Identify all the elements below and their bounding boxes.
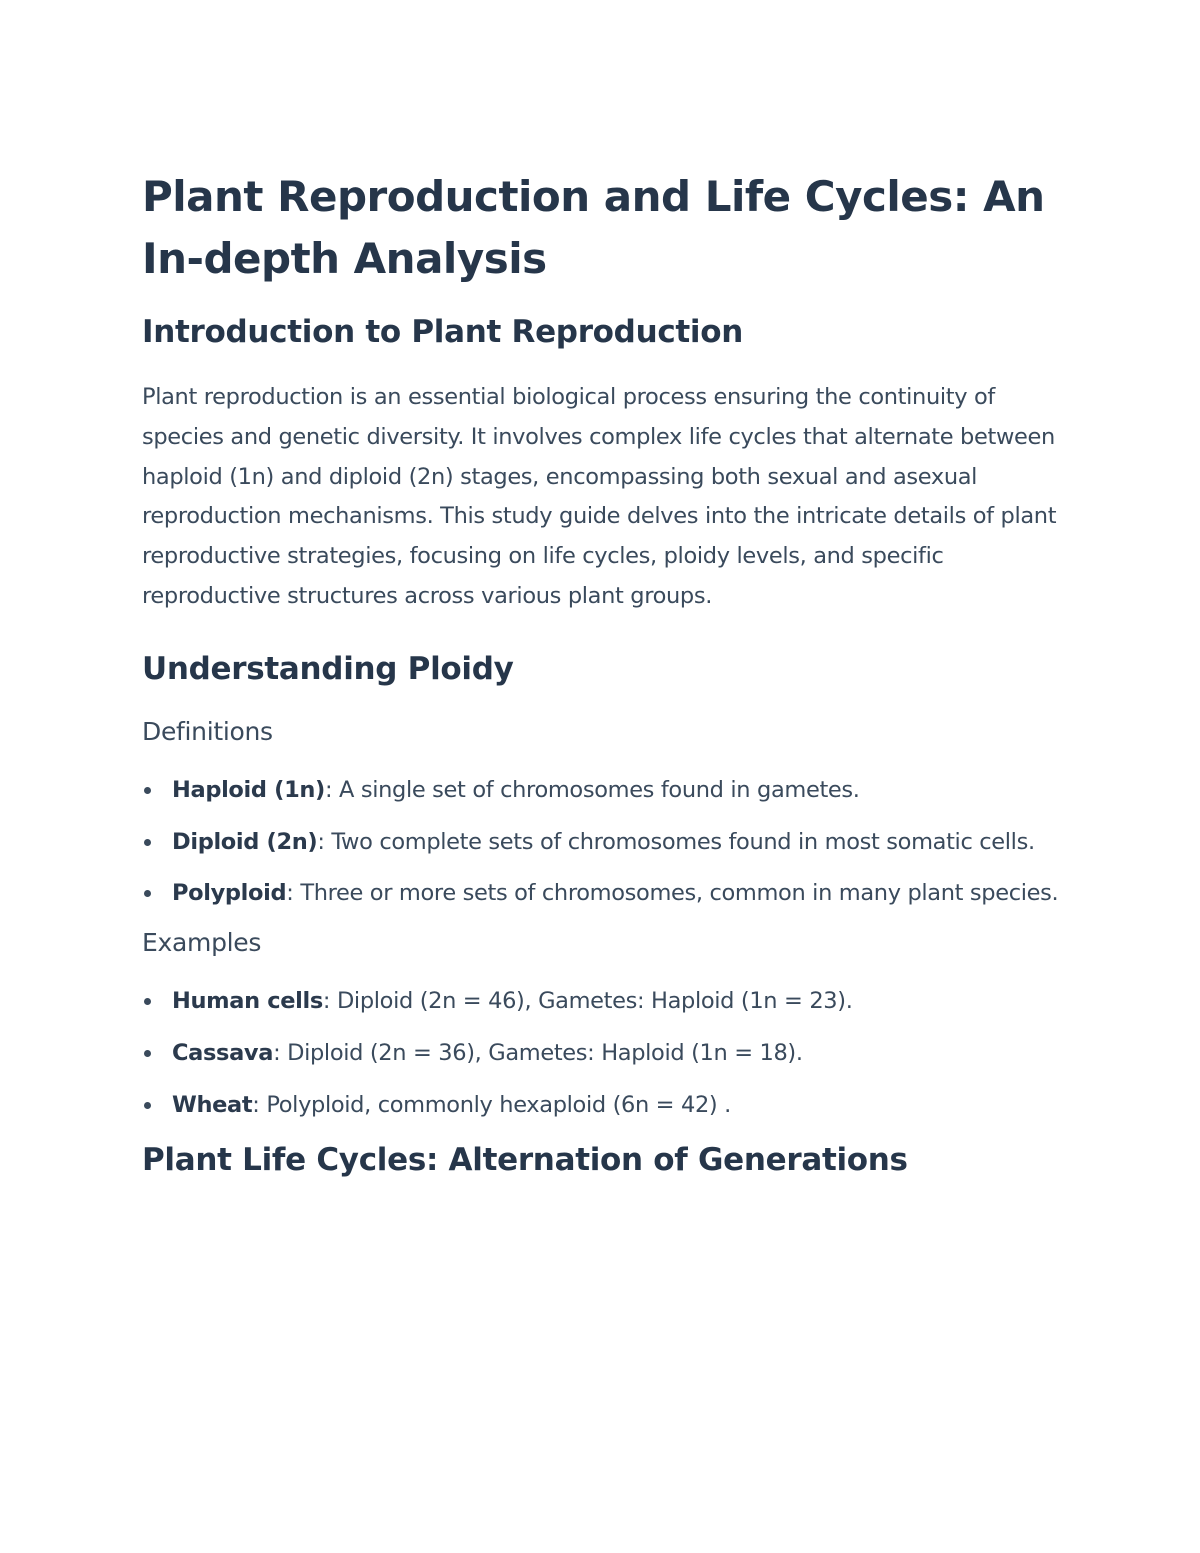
list-item-text: : Polyploid, commonly hexaploid (6n = 42) . [252, 1091, 731, 1118]
bullet-icon [144, 998, 151, 1005]
list-item [142, 771, 1062, 811]
list-item-text: : A single set of chromosomes found in gametes. [324, 776, 860, 803]
bullet-icon [144, 1050, 151, 1057]
list-item-term: Diploid (2n) [172, 828, 318, 855]
intro-paragraph: Plant reproduction is an essential biological process ensuring the continuity of species and genetic diversity. It involves complex life cycles that alternate between haploid (1n) and diploid (2n) stages, encompassing both sexual and asexual reproduction mechanisms. This study guide delves into the intricate details of plant reproductive strategies, focusing on life cycles, ploidy levels, and specific reproductive structures across various plant groups. [142, 384, 1057, 609]
examples-list [142, 982, 1062, 1125]
subheading-definitions: Definitions [142, 716, 273, 746]
list-item-term: Wheat [172, 1091, 253, 1118]
list-item-text: : Diploid (2n = 36), Gametes: Haploid (1n = 18). [273, 1039, 803, 1066]
section-heading-life-cycles: Plant Life Cycles: Alternation of Generations [142, 1141, 908, 1178]
bullet-icon [144, 839, 151, 846]
list-item [142, 1034, 1062, 1074]
list-item [142, 874, 1062, 914]
bullet-icon [144, 890, 151, 897]
list-item [142, 982, 1062, 1022]
list-item [142, 823, 1062, 863]
bullet-icon [144, 1102, 151, 1109]
subheading-examples: Examples [142, 928, 262, 958]
document-page [142, 166, 1062, 1180]
list-item-text: : Two complete sets of chromosomes found in most somatic cells. [317, 828, 1035, 855]
list-item-term: Cassava [172, 1039, 274, 1066]
list-item-term: Polyploid [172, 880, 287, 907]
list-item-term: Haploid (1n) [172, 776, 325, 803]
list-item [142, 1086, 1062, 1126]
list-item-term: Human cells [172, 988, 323, 1015]
document-title: Plant Reproduction and Life Cycles: An In-depth Analysis [142, 172, 1045, 283]
section-heading-ploidy: Understanding Ploidy [142, 650, 514, 687]
list-item-text: : Three or more sets of chromosomes, common in many plant species. [286, 880, 1059, 907]
definitions-list [142, 771, 1062, 914]
list-item-text: : Diploid (2n = 46), Gametes: Haploid (1n = 23). [322, 988, 853, 1015]
section-heading-introduction: Introduction to Plant Reproduction [142, 314, 744, 350]
bullet-icon [144, 787, 151, 794]
